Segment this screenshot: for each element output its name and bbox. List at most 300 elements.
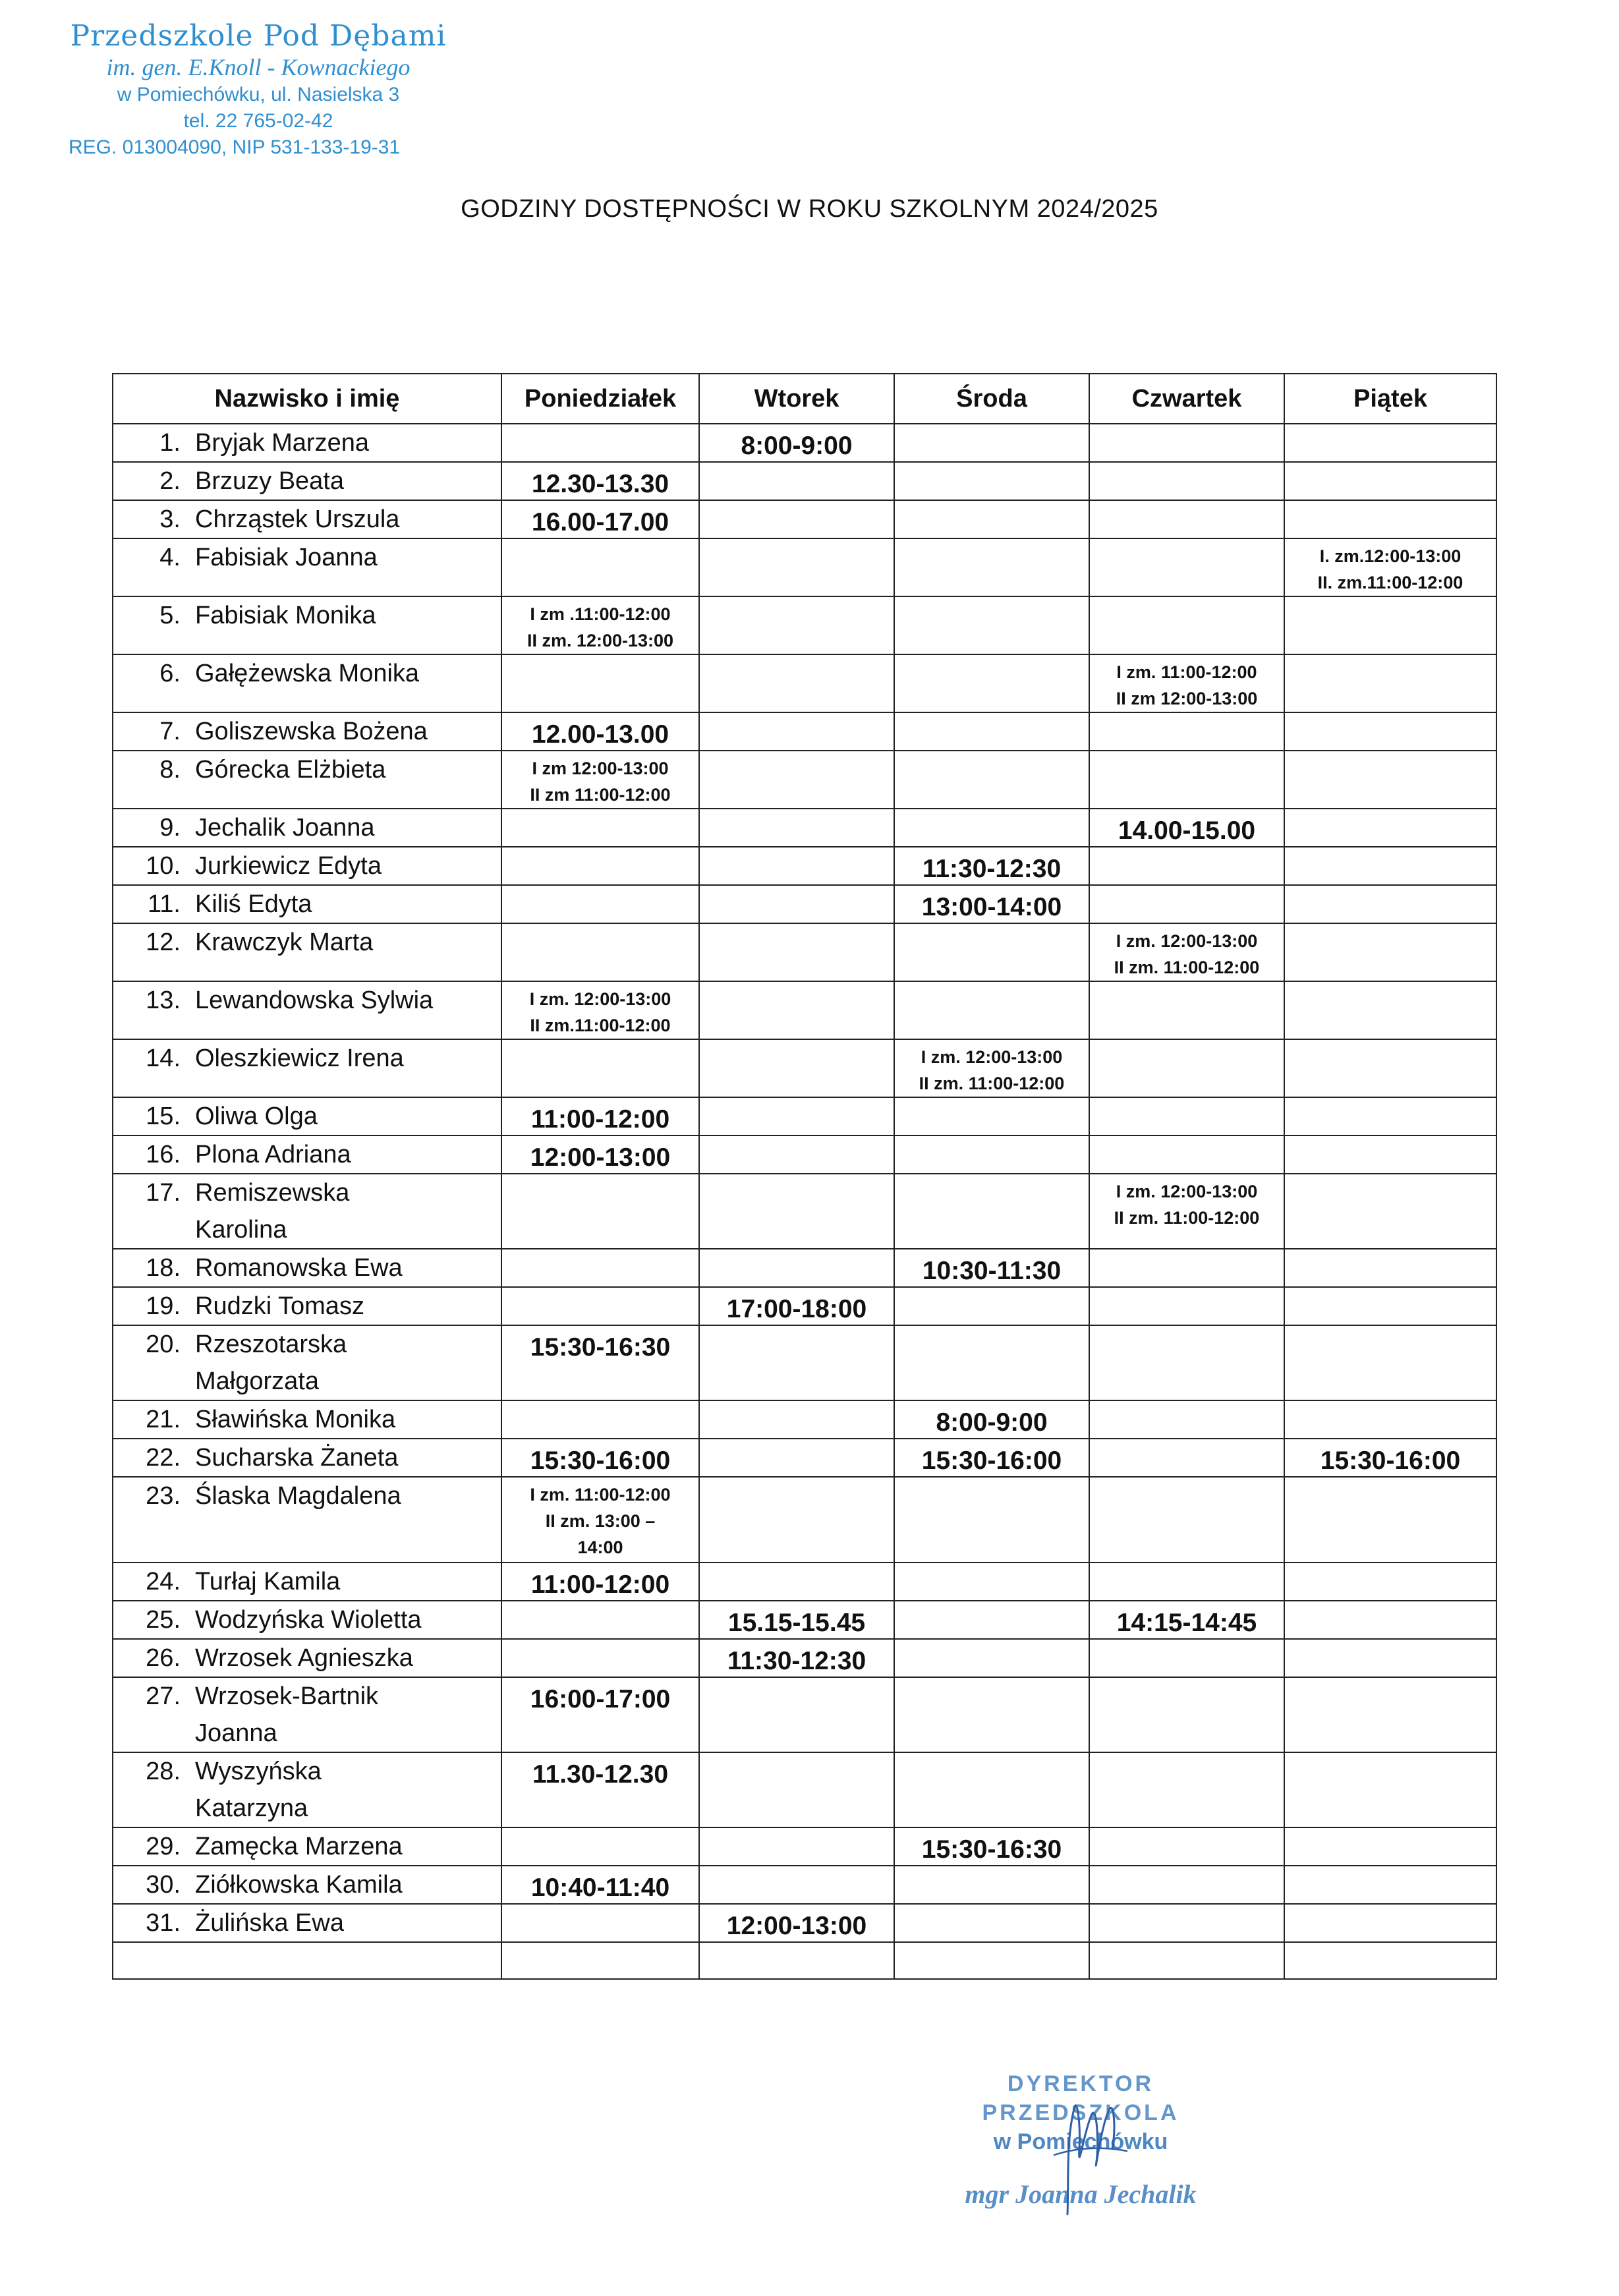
hours-text: 12:00-13:00 xyxy=(530,1143,671,1172)
handwritten-signature xyxy=(1028,2082,1133,2227)
hours-cell-tuesday xyxy=(699,712,894,751)
hours-cell-monday xyxy=(501,500,699,538)
hours-cell-thursday xyxy=(1089,1601,1284,1639)
teacher-name-cell xyxy=(113,1866,501,1904)
hours-text xyxy=(1285,1478,1496,1484)
hours-text xyxy=(700,539,894,546)
hours-text xyxy=(1090,424,1284,431)
hours-text xyxy=(1285,1563,1496,1570)
hours-cell-monday xyxy=(501,1174,699,1249)
row-number: 5. xyxy=(159,602,181,629)
hours-text xyxy=(1090,1640,1284,1646)
hours-text xyxy=(1090,463,1284,469)
hours-cell-tuesday xyxy=(699,462,894,500)
row-number: 11. xyxy=(147,890,181,918)
hours-text: 15:30-16:00 xyxy=(530,1447,671,1475)
hours-cell-monday xyxy=(501,1942,699,1979)
table-row xyxy=(113,1400,1496,1439)
hours-text xyxy=(700,1174,894,1181)
teacher-name-cell xyxy=(113,981,501,1039)
hours-text xyxy=(895,1753,1089,1760)
hours-cell-tuesday xyxy=(699,923,894,981)
hours-cell-thursday xyxy=(1089,538,1284,596)
hours-text xyxy=(895,463,1089,469)
hours-cell-tuesday xyxy=(699,1287,894,1325)
hours-text xyxy=(1090,1439,1284,1446)
hours-cell-wednesday xyxy=(894,1866,1089,1904)
teacher-name: Wrzosek Agnieszka xyxy=(195,1644,413,1672)
hours-text xyxy=(1285,1866,1496,1873)
hours-text xyxy=(700,597,894,604)
hours-cell-monday xyxy=(501,847,699,885)
teacher-name-cell xyxy=(113,1827,501,1866)
hours-cell-thursday xyxy=(1089,1827,1284,1866)
hours-cell-thursday xyxy=(1089,1639,1284,1677)
hours-text: 15:30-16:00 xyxy=(1320,1447,1461,1475)
hours-text xyxy=(1285,809,1496,816)
hours-cell-tuesday xyxy=(699,1752,894,1827)
hours-cell-friday xyxy=(1284,751,1496,809)
hours-text xyxy=(1285,1136,1496,1143)
hours-text xyxy=(1090,1288,1284,1294)
hours-text xyxy=(502,1174,698,1181)
hours-text xyxy=(700,501,894,507)
hours-text xyxy=(895,1943,1089,1949)
hours-text xyxy=(895,1601,1089,1608)
table-row xyxy=(113,596,1496,654)
teacher-name: Sucharska Żaneta xyxy=(195,1444,399,1472)
hours-cell-monday xyxy=(501,1477,699,1563)
row-number: 6. xyxy=(159,660,181,687)
table-row xyxy=(113,1827,1496,1866)
hours-text xyxy=(1285,1174,1496,1181)
teacher-name: Jechalik Joanna xyxy=(195,814,375,842)
hours-text xyxy=(895,539,1089,546)
hours-text xyxy=(700,713,894,720)
director-stamp-name: mgr Joanna Jechalik xyxy=(965,2179,1197,2209)
teacher-name: Sławińska Monika xyxy=(195,1406,396,1433)
hours-text xyxy=(502,1905,698,1911)
hours-text xyxy=(502,886,698,892)
hours-cell-wednesday xyxy=(894,1249,1089,1287)
hours-cell-thursday xyxy=(1089,809,1284,847)
director-stamp xyxy=(909,2069,1252,2214)
hours-text: 12:00-13:00 xyxy=(726,1912,867,1940)
hours-text xyxy=(895,501,1089,507)
hours-cell-tuesday xyxy=(699,1942,894,1979)
hours-cell-wednesday xyxy=(894,1097,1089,1135)
hours-text xyxy=(502,1601,698,1608)
hours-text xyxy=(895,655,1089,662)
hours-cell-wednesday xyxy=(894,923,1089,981)
teacher-name: Fabisiak Joanna xyxy=(195,544,378,571)
hours-cell-tuesday xyxy=(699,424,894,462)
teacher-name-cell xyxy=(113,1563,501,1601)
hours-text xyxy=(1285,655,1496,662)
stamp-patron: im. gen. E.Knoll - Kownackiego xyxy=(106,54,411,80)
stamp-phone: tel. 22 765-02-42 xyxy=(183,110,333,132)
hours-cell-monday xyxy=(501,809,699,847)
hours-cell-monday xyxy=(501,1439,699,1477)
hours-cell-tuesday xyxy=(699,500,894,538)
hours-cell-friday xyxy=(1284,424,1496,462)
row-number: 1. xyxy=(159,429,181,457)
hours-cell-monday xyxy=(501,462,699,500)
hours-text: I. zm.12:00-13:00 II. zm.11:00-12:00 xyxy=(1317,546,1463,592)
hours-text xyxy=(1285,1905,1496,1911)
row-number: 14. xyxy=(146,1045,181,1072)
document-title: GODZINY DOSTĘPNOŚCI W ROKU SZKOLNYM 2024/2025 xyxy=(461,195,1158,223)
hours-cell-monday xyxy=(501,654,699,712)
row-number: 4. xyxy=(159,544,181,571)
teacher-name: Jurkiewicz Edyta xyxy=(195,852,382,880)
teacher-name: Ślaska Magdalena xyxy=(195,1482,401,1510)
hours-cell-tuesday xyxy=(699,538,894,596)
row-number: 21. xyxy=(146,1406,181,1433)
teacher-name-cell xyxy=(113,654,501,712)
hours-text: 10:30-11:30 xyxy=(922,1257,1062,1285)
teacher-name: Zamęcka Marzena xyxy=(195,1833,403,1860)
hours-cell-thursday xyxy=(1089,424,1284,462)
hours-text xyxy=(700,463,894,469)
hours-cell-monday xyxy=(501,1677,699,1752)
availability-table xyxy=(112,373,1497,1980)
hours-cell-wednesday xyxy=(894,847,1089,885)
hours-cell-wednesday xyxy=(894,1400,1089,1439)
hours-text: 15:30-16:30 xyxy=(530,1333,671,1362)
hours-cell-friday xyxy=(1284,1039,1496,1097)
teacher-name-cell xyxy=(113,847,501,885)
teacher-name: Wrzosek-Bartnik Joanna xyxy=(195,1682,379,1747)
hours-text xyxy=(502,847,698,854)
teacher-name: Gałężewska Monika xyxy=(195,660,420,687)
hours-text xyxy=(502,1943,698,1949)
hours-text xyxy=(1090,1040,1284,1047)
hours-cell-thursday xyxy=(1089,1866,1284,1904)
hours-text xyxy=(1090,1866,1284,1873)
hours-cell-tuesday xyxy=(699,1174,894,1249)
hours-text xyxy=(700,1678,894,1684)
hours-cell-thursday xyxy=(1089,1677,1284,1752)
hours-cell-monday xyxy=(501,1135,699,1174)
hours-text xyxy=(700,924,894,931)
hours-cell-thursday xyxy=(1089,1904,1284,1942)
hours-text: I zm. 12:00-13:00 II zm. 11:00-12:00 xyxy=(1114,931,1260,977)
hours-cell-tuesday xyxy=(699,1563,894,1601)
hours-text xyxy=(700,1136,894,1143)
hours-text xyxy=(1285,1943,1496,1949)
teacher-name-cell xyxy=(113,538,501,596)
hours-cell-tuesday xyxy=(699,751,894,809)
hours-cell-wednesday xyxy=(894,1174,1089,1249)
hours-text xyxy=(895,1678,1089,1684)
hours-cell-monday xyxy=(501,1639,699,1677)
table-row xyxy=(113,462,1496,500)
hours-cell-thursday xyxy=(1089,751,1284,809)
hours-cell-thursday xyxy=(1089,1325,1284,1400)
row-number: 15. xyxy=(146,1103,181,1130)
hours-cell-monday xyxy=(501,1752,699,1827)
hours-text xyxy=(700,1439,894,1446)
hours-cell-thursday xyxy=(1089,1439,1284,1477)
hours-cell-thursday xyxy=(1089,847,1284,885)
hours-text xyxy=(1090,501,1284,507)
hours-cell-friday xyxy=(1284,1097,1496,1135)
table-row xyxy=(113,1904,1496,1942)
teacher-name-cell xyxy=(113,923,501,981)
hours-cell-wednesday xyxy=(894,809,1089,847)
hours-text xyxy=(1090,1828,1284,1835)
hours-cell-thursday xyxy=(1089,885,1284,923)
hours-cell-wednesday xyxy=(894,1827,1089,1866)
hours-text xyxy=(1285,1288,1496,1294)
hours-cell-monday xyxy=(501,981,699,1039)
hours-text: I zm. 12:00-13:00 II zm. 11:00-12:00 xyxy=(1114,1182,1260,1228)
row-number: 10. xyxy=(146,852,181,880)
table-row xyxy=(113,1249,1496,1287)
hours-cell-friday xyxy=(1284,847,1496,885)
hours-text xyxy=(1285,886,1496,892)
teacher-name-cell xyxy=(113,596,501,654)
table-row xyxy=(113,1477,1496,1563)
hours-cell-friday xyxy=(1284,1174,1496,1249)
hours-text: 11:00-12:00 xyxy=(530,1105,670,1134)
hours-text: I zm .11:00-12:00 II zm. 12:00-13:00 xyxy=(526,604,674,650)
hours-cell-tuesday xyxy=(699,1249,894,1287)
hours-cell-wednesday xyxy=(894,462,1089,500)
row-number: 31. xyxy=(146,1909,181,1937)
hours-text xyxy=(1285,463,1496,469)
hours-cell-friday xyxy=(1284,1677,1496,1752)
hours-cell-friday xyxy=(1284,596,1496,654)
hours-cell-wednesday xyxy=(894,538,1089,596)
hours-text: 8:00-9:00 xyxy=(936,1408,1048,1437)
row-number: 19. xyxy=(146,1292,181,1320)
hours-cell-friday xyxy=(1284,1866,1496,1904)
table-row xyxy=(113,654,1496,712)
hours-cell-friday xyxy=(1284,712,1496,751)
hours-cell-wednesday xyxy=(894,981,1089,1039)
hours-cell-wednesday xyxy=(894,596,1089,654)
teacher-name: Brzuzy Beata xyxy=(195,467,344,495)
hours-cell-wednesday xyxy=(894,1439,1089,1477)
header-wednesday: Środa xyxy=(894,374,1089,424)
hours-text xyxy=(1285,1249,1496,1256)
table-row xyxy=(113,1601,1496,1639)
hours-cell-wednesday xyxy=(894,885,1089,923)
hours-cell-friday xyxy=(1284,809,1496,847)
hours-cell-friday xyxy=(1284,1601,1496,1639)
hours-text xyxy=(895,924,1089,931)
hours-cell-monday xyxy=(501,1563,699,1601)
hours-text xyxy=(1285,1753,1496,1760)
hours-text xyxy=(895,1326,1089,1333)
table-row xyxy=(113,712,1496,751)
hours-cell-monday xyxy=(501,923,699,981)
teacher-name-cell xyxy=(113,1677,501,1752)
teacher-name: Rzeszotarska Małgorzata xyxy=(195,1331,347,1395)
row-number: 24. xyxy=(146,1568,181,1595)
hours-text xyxy=(895,809,1089,816)
hours-text xyxy=(1285,1098,1496,1105)
hours-cell-friday xyxy=(1284,538,1496,596)
hours-cell-thursday xyxy=(1089,1942,1284,1979)
teacher-name-cell xyxy=(113,1287,501,1325)
hours-cell-tuesday xyxy=(699,1439,894,1477)
hours-cell-thursday xyxy=(1089,500,1284,538)
row-number: 30. xyxy=(146,1871,181,1899)
hours-text xyxy=(1285,1678,1496,1684)
teacher-name: Romanowska Ewa xyxy=(195,1254,403,1282)
table-row xyxy=(113,538,1496,596)
hours-cell-monday xyxy=(501,1097,699,1135)
hours-cell-wednesday xyxy=(894,1477,1089,1563)
hours-cell-tuesday xyxy=(699,1639,894,1677)
hours-text xyxy=(700,1828,894,1835)
hours-cell-wednesday xyxy=(894,1942,1089,1979)
row-number: 2. xyxy=(159,467,181,495)
hours-text xyxy=(895,1866,1089,1873)
hours-cell-wednesday xyxy=(894,1135,1089,1174)
hours-text xyxy=(700,1753,894,1760)
hours-cell-tuesday xyxy=(699,1325,894,1400)
hours-text xyxy=(895,1174,1089,1181)
hours-cell-thursday xyxy=(1089,1400,1284,1439)
hours-text xyxy=(895,1563,1089,1570)
hours-text xyxy=(895,1098,1089,1105)
teacher-name: Oliwa Olga xyxy=(195,1103,318,1130)
hours-cell-friday xyxy=(1284,1287,1496,1325)
hours-text xyxy=(700,1866,894,1873)
hours-cell-friday xyxy=(1284,500,1496,538)
table-row xyxy=(113,500,1496,538)
hours-text: 15.15-15.45 xyxy=(727,1609,866,1637)
hours-text xyxy=(1090,539,1284,546)
hours-cell-monday xyxy=(501,1249,699,1287)
hours-cell-thursday xyxy=(1089,1477,1284,1563)
hours-text xyxy=(1090,713,1284,720)
row-number: 28. xyxy=(146,1758,181,1785)
table-row xyxy=(113,1639,1496,1677)
hours-text xyxy=(1090,847,1284,854)
hours-text xyxy=(1090,1098,1284,1105)
hours-text xyxy=(895,597,1089,604)
teacher-name-cell xyxy=(113,1249,501,1287)
hours-cell-friday xyxy=(1284,1827,1496,1866)
hours-text: I zm. 11:00-12:00 II zm. 13:00 – 14:00 xyxy=(530,1485,671,1557)
hours-text xyxy=(1090,886,1284,892)
hours-cell-tuesday xyxy=(699,1039,894,1097)
teacher-name-cell xyxy=(113,1325,501,1400)
row-number: 12. xyxy=(146,929,181,956)
header-name: Nazwisko i imię xyxy=(113,374,501,424)
hours-cell-thursday xyxy=(1089,596,1284,654)
hours-cell-tuesday xyxy=(699,596,894,654)
hours-text xyxy=(502,655,698,662)
hours-cell-tuesday xyxy=(699,1097,894,1135)
hours-text: 11.30-12.30 xyxy=(532,1760,669,1789)
hours-text xyxy=(895,1478,1089,1484)
table-row xyxy=(113,923,1496,981)
table-row xyxy=(113,1752,1496,1827)
row-number: 13. xyxy=(146,987,181,1014)
teacher-name: Lewandowska Sylwia xyxy=(195,987,434,1014)
hours-text xyxy=(502,539,698,546)
hours-text xyxy=(1285,924,1496,931)
hours-cell-thursday xyxy=(1089,1039,1284,1097)
row-number: 27. xyxy=(146,1682,181,1710)
hours-text xyxy=(895,1640,1089,1646)
teacher-name-cell xyxy=(113,500,501,538)
hours-cell-monday xyxy=(501,1325,699,1400)
hours-text xyxy=(895,424,1089,431)
hours-cell-tuesday xyxy=(699,1477,894,1563)
hours-text xyxy=(1285,1640,1496,1646)
hours-cell-friday xyxy=(1284,1477,1496,1563)
hours-cell-monday xyxy=(501,751,699,809)
table-row xyxy=(113,1439,1496,1477)
hours-text xyxy=(1285,597,1496,604)
hours-text xyxy=(1090,1136,1284,1143)
hours-cell-wednesday xyxy=(894,1904,1089,1942)
hours-cell-tuesday xyxy=(699,1400,894,1439)
hours-cell-wednesday xyxy=(894,1639,1089,1677)
hours-text xyxy=(1090,1753,1284,1760)
hours-cell-monday xyxy=(501,1827,699,1866)
table-row xyxy=(113,885,1496,923)
header-tuesday: Wtorek xyxy=(699,374,894,424)
hours-text xyxy=(1285,424,1496,431)
teacher-name: Fabisiak Monika xyxy=(195,602,376,629)
header-monday: Poniedziałek xyxy=(501,374,699,424)
teacher-name-cell xyxy=(113,1174,501,1249)
hours-text xyxy=(1285,1326,1496,1333)
hours-cell-tuesday xyxy=(699,1601,894,1639)
teacher-name-cell xyxy=(113,1400,501,1439)
hours-cell-friday xyxy=(1284,885,1496,923)
row-number: 9. xyxy=(159,814,181,842)
teacher-name-cell xyxy=(113,809,501,847)
hours-cell-monday xyxy=(501,1866,699,1904)
teacher-name: Kiliś Edyta xyxy=(195,890,312,918)
row-number: 18. xyxy=(146,1254,181,1282)
hours-text xyxy=(895,713,1089,720)
hours-text: 16:00-17:00 xyxy=(530,1685,671,1713)
stamp-school-name: Przedszkole Pod Dębami xyxy=(70,19,447,53)
teacher-name-cell xyxy=(113,712,501,751)
hours-text xyxy=(1090,1905,1284,1911)
teacher-name-cell xyxy=(113,1601,501,1639)
hours-text xyxy=(502,1249,698,1256)
hours-text xyxy=(1285,1040,1496,1047)
hours-cell-monday xyxy=(501,538,699,596)
hours-cell-friday xyxy=(1284,1400,1496,1439)
table-row xyxy=(113,1287,1496,1325)
hours-text xyxy=(1285,847,1496,854)
header-friday: Piątek xyxy=(1284,374,1496,424)
table-row xyxy=(113,1097,1496,1135)
hours-text xyxy=(700,1401,894,1408)
teacher-name-cell xyxy=(113,751,501,809)
hours-text xyxy=(1090,1678,1284,1684)
table-row xyxy=(113,981,1496,1039)
hours-cell-friday xyxy=(1284,1639,1496,1677)
hours-text xyxy=(1090,1249,1284,1256)
hours-text xyxy=(1285,1401,1496,1408)
hours-cell-tuesday xyxy=(699,1866,894,1904)
hours-cell-monday xyxy=(501,1287,699,1325)
hours-cell-wednesday xyxy=(894,1563,1089,1601)
